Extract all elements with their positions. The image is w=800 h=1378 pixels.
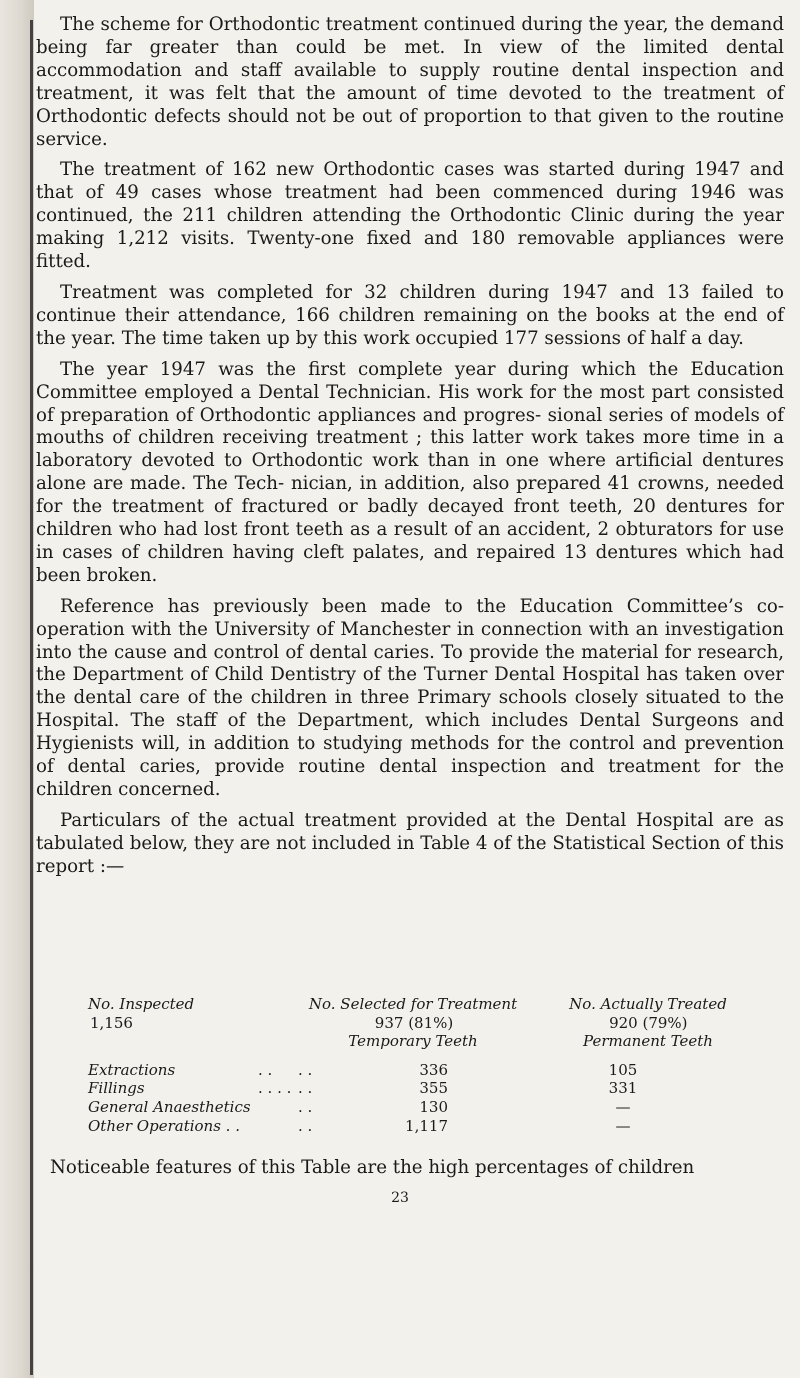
table-header-titles [88, 995, 758, 1014]
paragraph-orthodontic-scheme: The scheme for Orthodontic treatment continued during the year, the demand being far greater than could be met. In view of the limited dental accommodation and staff available to supply routine dental inspection and treatment, it was felt that the amount of time devoted to the treatment of Orthodontic defects should not be out of proportion to that given to the routine service. [36, 14, 784, 150]
value-inspected: 1,156 [90, 1013, 133, 1032]
binding-line [30, 20, 33, 1375]
paragraph-university-cooperation: Reference has previously been made to the Education Committee’s co-operation with the University of Manchester in connection with an investigation into the cause and control of dental caries. To provide the material for research, the Department of Child Dentistry of the Turner Dental Hospital has taken over the dental care of the children in three Primary schools closely situated to the Hospital. The staff of the Department, which includes Dental Surgeons and Hygienists will, in addition to studying methods for the control and prevention of dental caries, provide routine dental inspection and treatment for the children concerned. [36, 595, 784, 800]
table-header-values [88, 1014, 758, 1033]
page-number: 23 [391, 1190, 409, 1206]
header-inspected: No. Inspected [88, 995, 195, 1013]
subheader-permanent-teeth: Permanent Teeth [583, 1032, 713, 1051]
paragraph-orthodontic-cases: The treatment of 162 new Orthodontic cases was started during 1947 and that of 49 cases whose treatment had been commenced during 1946 was continued, the 211 children attending the Orthodontic Clinic during the year making 1,212 visits. Twenty-one fixed and 180 removable appliances were fitted. [36, 159, 784, 273]
paragraph-particulars: Particulars of the actual treatment provided at the Dental Hospital are as tabulated below, they are not included in Table 4 of the Statistical Section of this report :— [36, 809, 784, 877]
closing-text: Noticeable features of this Table are the high percentages of children [50, 1157, 695, 1178]
value-treated: 920 (79%) [609, 1013, 688, 1032]
closing-paragraph [36, 1157, 784, 1188]
header-selected: No. Selected for Treatment [308, 995, 518, 1013]
table-row: Other Operations . . . . 1,117 — [88, 1116, 631, 1135]
table-row: Fillings . . . . . . 355 331 [88, 1079, 638, 1098]
paragraph-treatment-completed: Treatment was completed for 32 children during 1947 and 13 failed to continue their attendance, 166 children remaining on the books at the end of the year. The time taken up by this work occupied 177 sessions of half a day. [36, 281, 784, 349]
value-selected: 937 (81%) [374, 1013, 454, 1032]
left-page-edge [0, 0, 34, 1378]
subheader-temporary-teeth: Temporary Teeth [348, 1032, 478, 1051]
table-row: Extractions . . . . 336 105 [88, 1060, 638, 1079]
paragraph-dental-technician: The year 1947 was the first complete year during which the Education Committee employed a Dental Technician. His work for the most part consisted of preparation of Orthodontic appliances and progres- sional series of models of mouths of children receiving treatment ; this latter work takes more time in a laboratory devoted to Orthodontic work than in one where artificial dentures alone are made. The Tech- nician, in addition, also prepared 41 crowns, needed for the treatment of fractured or badly decayed front teeth, 20 dentures for children who had lost front teeth as a result of an accident, 2 obturators for use in cases of children having cleft palates, and repaired 13 dentures which had been broken. [36, 358, 784, 586]
body-text [36, 14, 784, 887]
table-header-subtitles [88, 1032, 758, 1051]
treatment-table [88, 995, 758, 1135]
table-row: General Anaesthetics . . 130 — [88, 1097, 631, 1116]
header-treated: No. Actually Treated [569, 995, 727, 1013]
